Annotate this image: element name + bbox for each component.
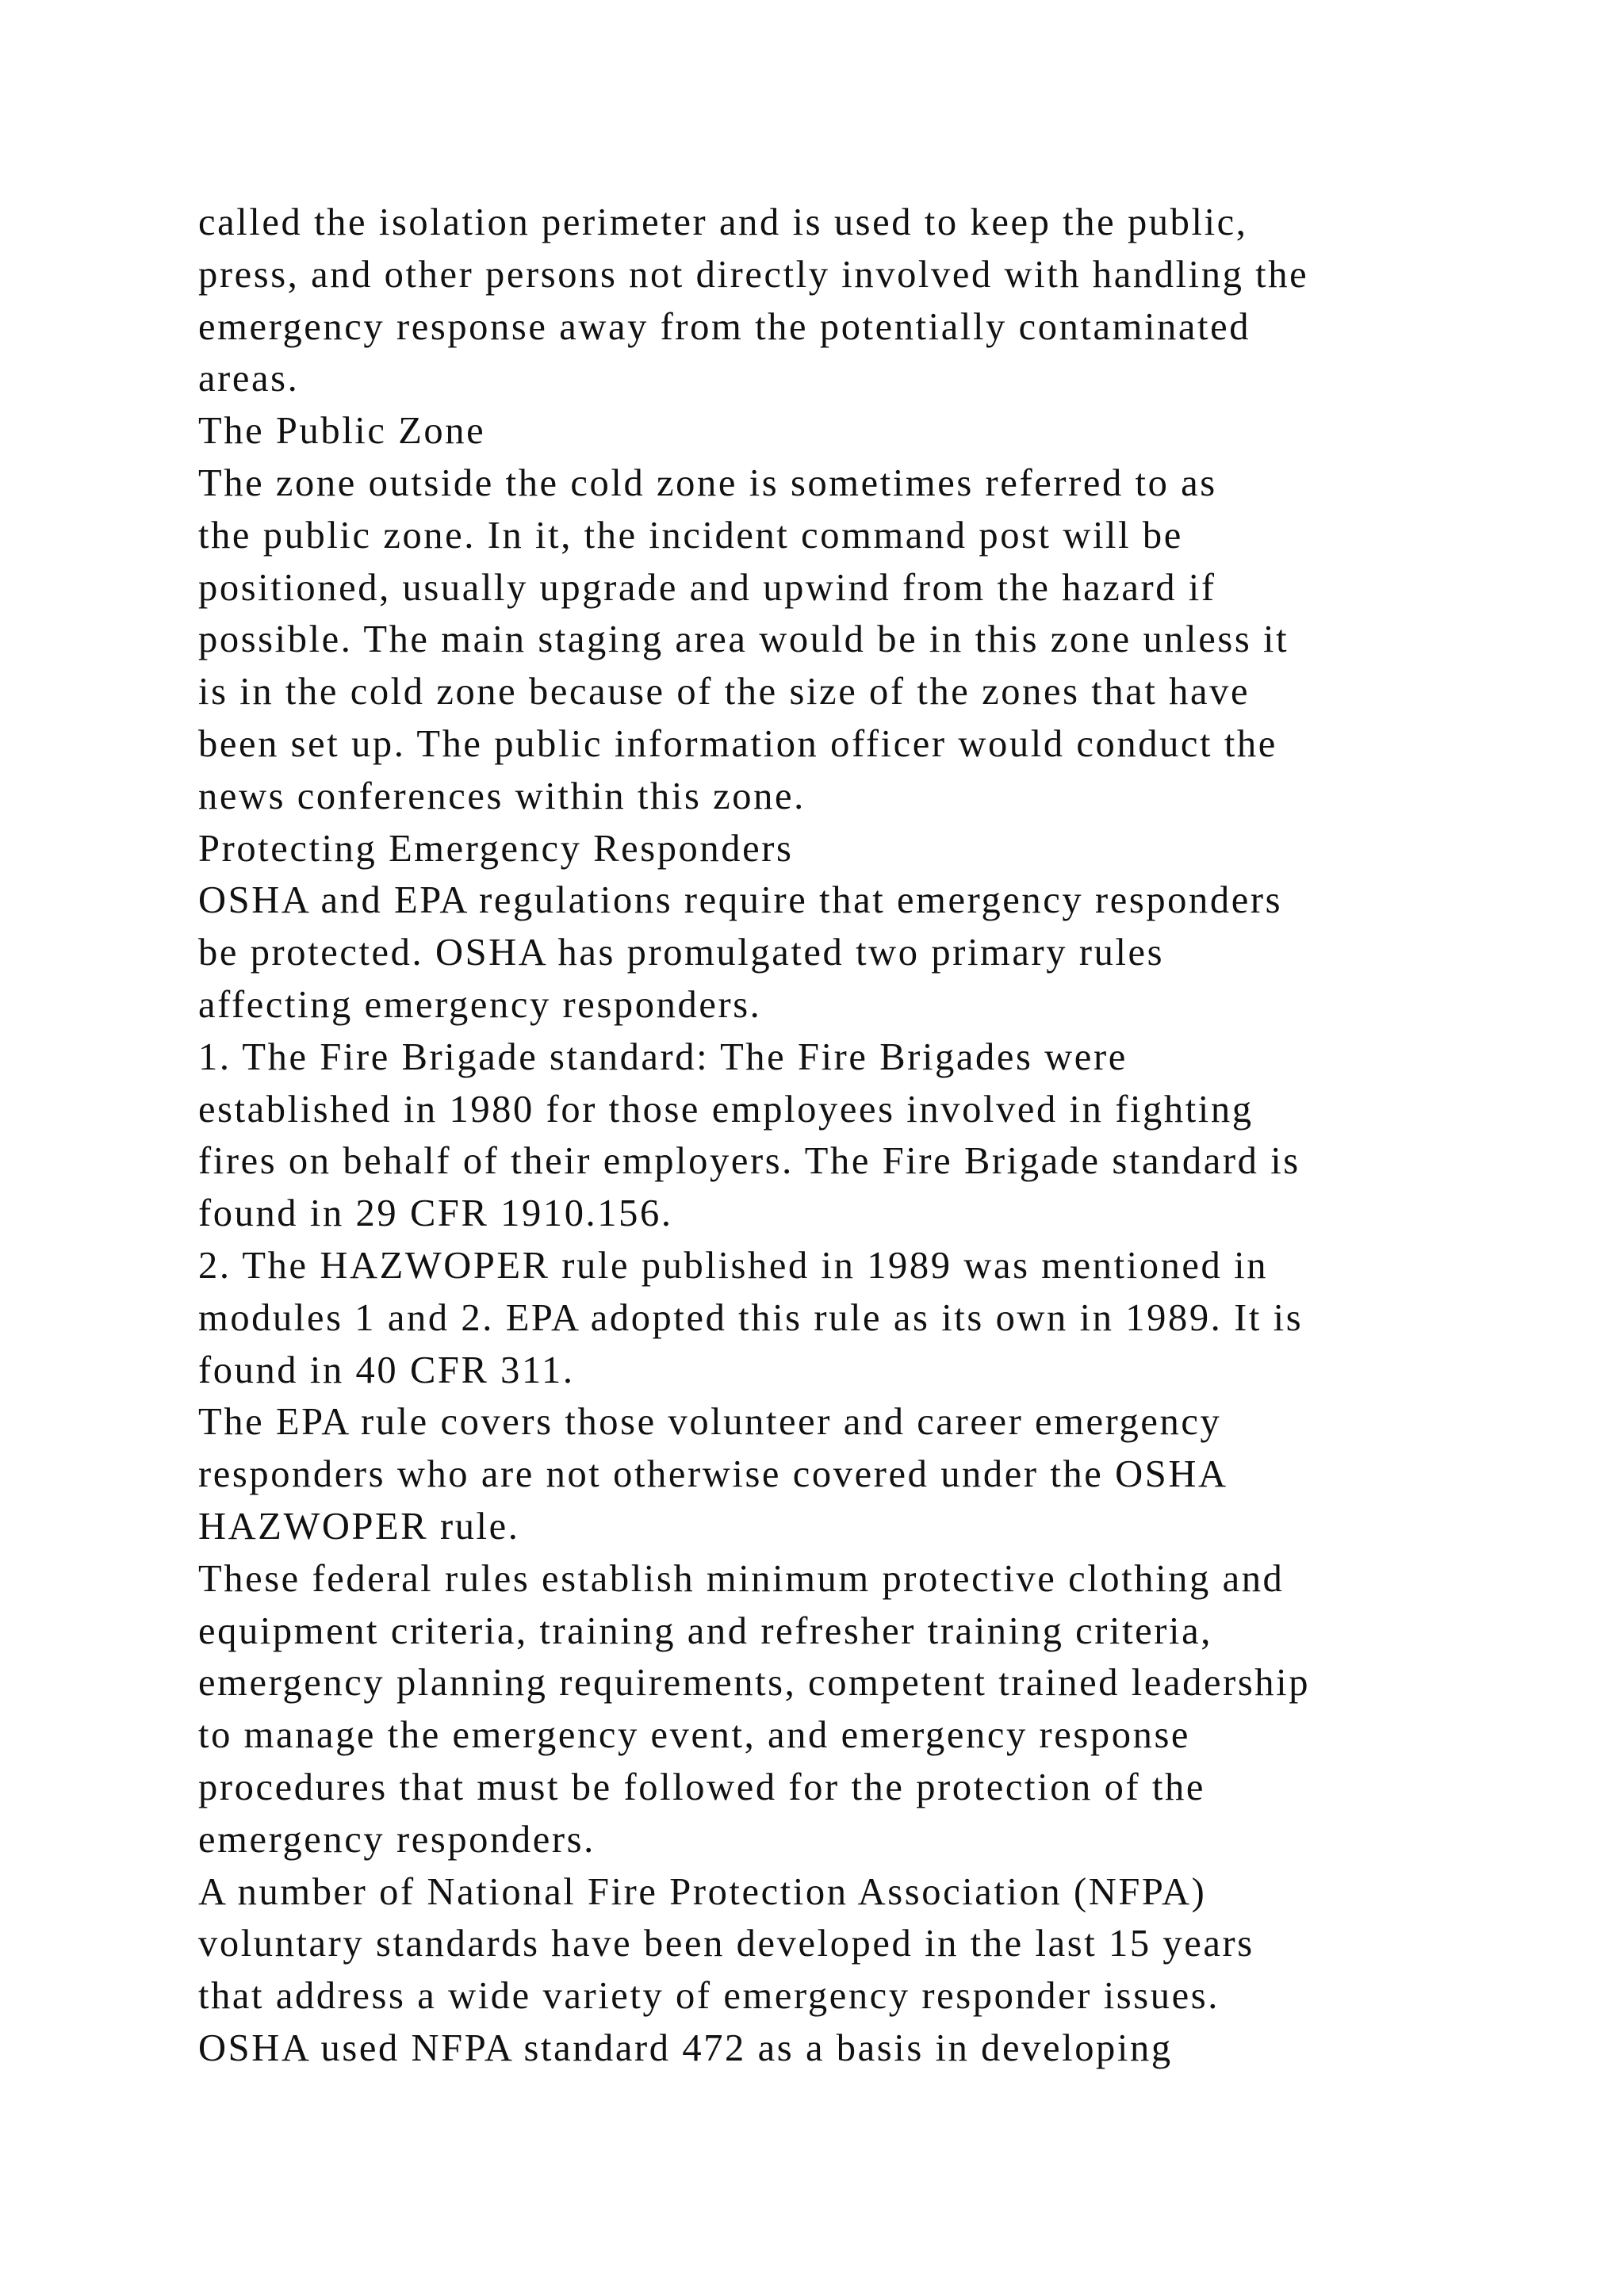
text-line: OSHA and EPA regulations require that emergency responders bbox=[198, 879, 1283, 922]
text-line: to manage the emergency event, and emergency response bbox=[198, 1714, 1191, 1757]
text-line: A number of National Fire Protection Association (NFPA) bbox=[198, 1870, 1207, 1913]
text-line: found in 40 CFR 311. bbox=[198, 1349, 575, 1391]
text-line: The zone outside the cold zone is sometimes referred to as bbox=[198, 461, 1217, 504]
text-line: fires on behalf of their employers. The Fire Brigade standard is bbox=[198, 1140, 1300, 1183]
text-line: is in the cold zone because of the size of the zones that have bbox=[198, 671, 1251, 714]
text-line: procedures that must be followed for the protection of the bbox=[198, 1766, 1205, 1808]
text-line: called the isolation perimeter and is used to keep the public, bbox=[198, 201, 1248, 243]
text-line: voluntary standards have been developed in the last 15 years bbox=[198, 1923, 1254, 1965]
text-line: news conferences within this zone. bbox=[198, 775, 806, 817]
text-line: HAZWOPER rule. bbox=[198, 1505, 520, 1548]
text-line: emergency responders. bbox=[198, 1818, 596, 1861]
section-heading: The Public Zone bbox=[198, 410, 486, 453]
text-line: established in 1980 for those employees involved in fighting bbox=[198, 1088, 1254, 1131]
text-line: These federal rules establish minimum protective clothing and bbox=[198, 1557, 1285, 1600]
document-body bbox=[198, 197, 1435, 2075]
text-line: that address a wide variety of emergency responder issues. bbox=[198, 1975, 1220, 2018]
text-line: the public zone. In it, the incident command post will be bbox=[198, 514, 1183, 557]
text-line: be protected. OSHA has promulgated two primary rules bbox=[198, 932, 1165, 974]
text-line: equipment criteria, training and refresher training criteria, bbox=[198, 1609, 1212, 1652]
text-line: emergency response away from the potentially contaminated bbox=[198, 305, 1251, 348]
text-line: 1. The Fire Brigade standard: The Fire Brigades were bbox=[198, 1035, 1128, 1078]
text-line: possible. The main staging area would be in this zone unless it bbox=[198, 618, 1289, 661]
text-line: affecting emergency responders. bbox=[198, 983, 762, 1026]
text-line: OSHA used NFPA standard 472 as a basis in developing bbox=[198, 2026, 1173, 2069]
text-line: modules 1 and 2. EPA adopted this rule as its own in 1989. It is bbox=[198, 1296, 1304, 1339]
section-heading: Protecting Emergency Responders bbox=[198, 827, 794, 870]
text-line: positioned, usually upgrade and upwind from the hazard if bbox=[198, 566, 1216, 609]
text-line: responders who are not otherwise covered under the OSHA bbox=[198, 1453, 1228, 1496]
text-line: areas. bbox=[198, 358, 300, 400]
text-line: 2. The HAZWOPER rule published in 1989 was mentioned in bbox=[198, 1244, 1269, 1287]
text-line: been set up. The public information officer would conduct the bbox=[198, 722, 1277, 765]
text-line: found in 29 CFR 1910.156. bbox=[198, 1192, 673, 1235]
text-line: press, and other persons not directly involved with handling the bbox=[198, 253, 1309, 296]
text-line: The EPA rule covers those volunteer and career emergency bbox=[198, 1401, 1222, 1444]
text-line: emergency planning requirements, competent trained leadership bbox=[198, 1662, 1311, 1705]
